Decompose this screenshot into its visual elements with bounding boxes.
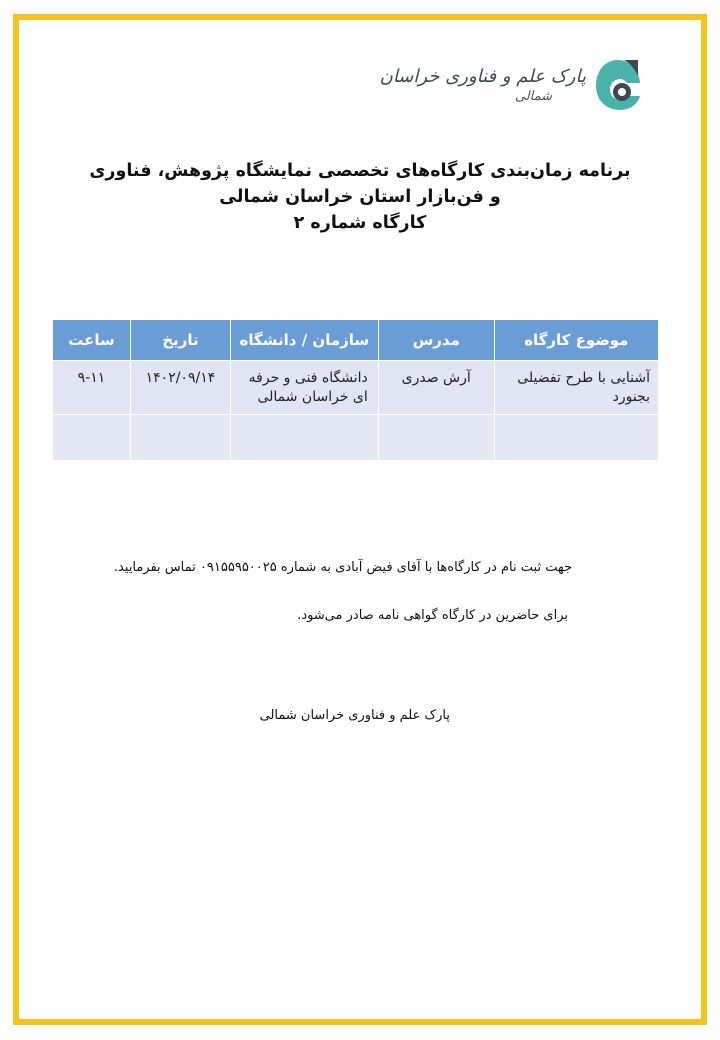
park-logo-text — [380, 66, 586, 104]
workshop-table — [52, 320, 658, 460]
cell-instructor: آرش صدری — [378, 360, 494, 414]
empty-cell — [230, 414, 378, 460]
cell-date: ۱۴۰۲/۰۹/۱۴ — [130, 360, 230, 414]
empty-cell — [494, 414, 658, 460]
park-logo-icon — [594, 56, 642, 114]
header-organization: سازمان / دانشگاه — [230, 320, 378, 360]
empty-cell — [378, 414, 494, 460]
table-header-row — [53, 320, 659, 360]
empty-cell — [130, 414, 230, 460]
park-logo — [379, 56, 648, 116]
certificate-note: برای حاضرین در کارگاه گواهی نامه صادر می‌شود. — [297, 608, 568, 623]
title-line-2: و فن‌بازار استان خراسان شمالی — [219, 187, 501, 207]
header-topic: موضوع کارگاه — [494, 320, 658, 360]
logo-line-1: پارک علم و فناوری خراسان — [379, 66, 586, 87]
logo-line-2: شمالی — [514, 89, 552, 104]
registration-note: جهت ثبت نام در کارگاه‌ها با آقای فیض آبادی به شماره ۰۹۱۵۵۹۵۰۰۲۵ تماس بفرمایید. — [113, 560, 572, 575]
header-date: تاریخ — [130, 320, 230, 360]
empty-cell — [53, 414, 131, 460]
title-line-1: برنامه زمان‌بندی کارگاه‌های تخصصی نمایشگاه پژوهش، فناوری — [89, 161, 631, 181]
cell-time: ۹-۱۱ — [53, 360, 131, 414]
cell-topic: آشنایی با طرح تفضیلی بجنورد — [494, 360, 658, 414]
footer-organization: پارک علم و فناوری خراسان شمالی — [259, 708, 450, 723]
table-row — [53, 360, 659, 414]
cell-organization: دانشگاه فنی و حرفه ای خراسان شمالی — [230, 360, 378, 414]
header-instructor: مدرس — [378, 320, 494, 360]
header-time: ساعت — [53, 320, 131, 360]
table-row-empty — [53, 414, 659, 460]
title-line-3: کارگاه شماره ۲ — [293, 213, 427, 233]
page-title — [60, 158, 660, 236]
